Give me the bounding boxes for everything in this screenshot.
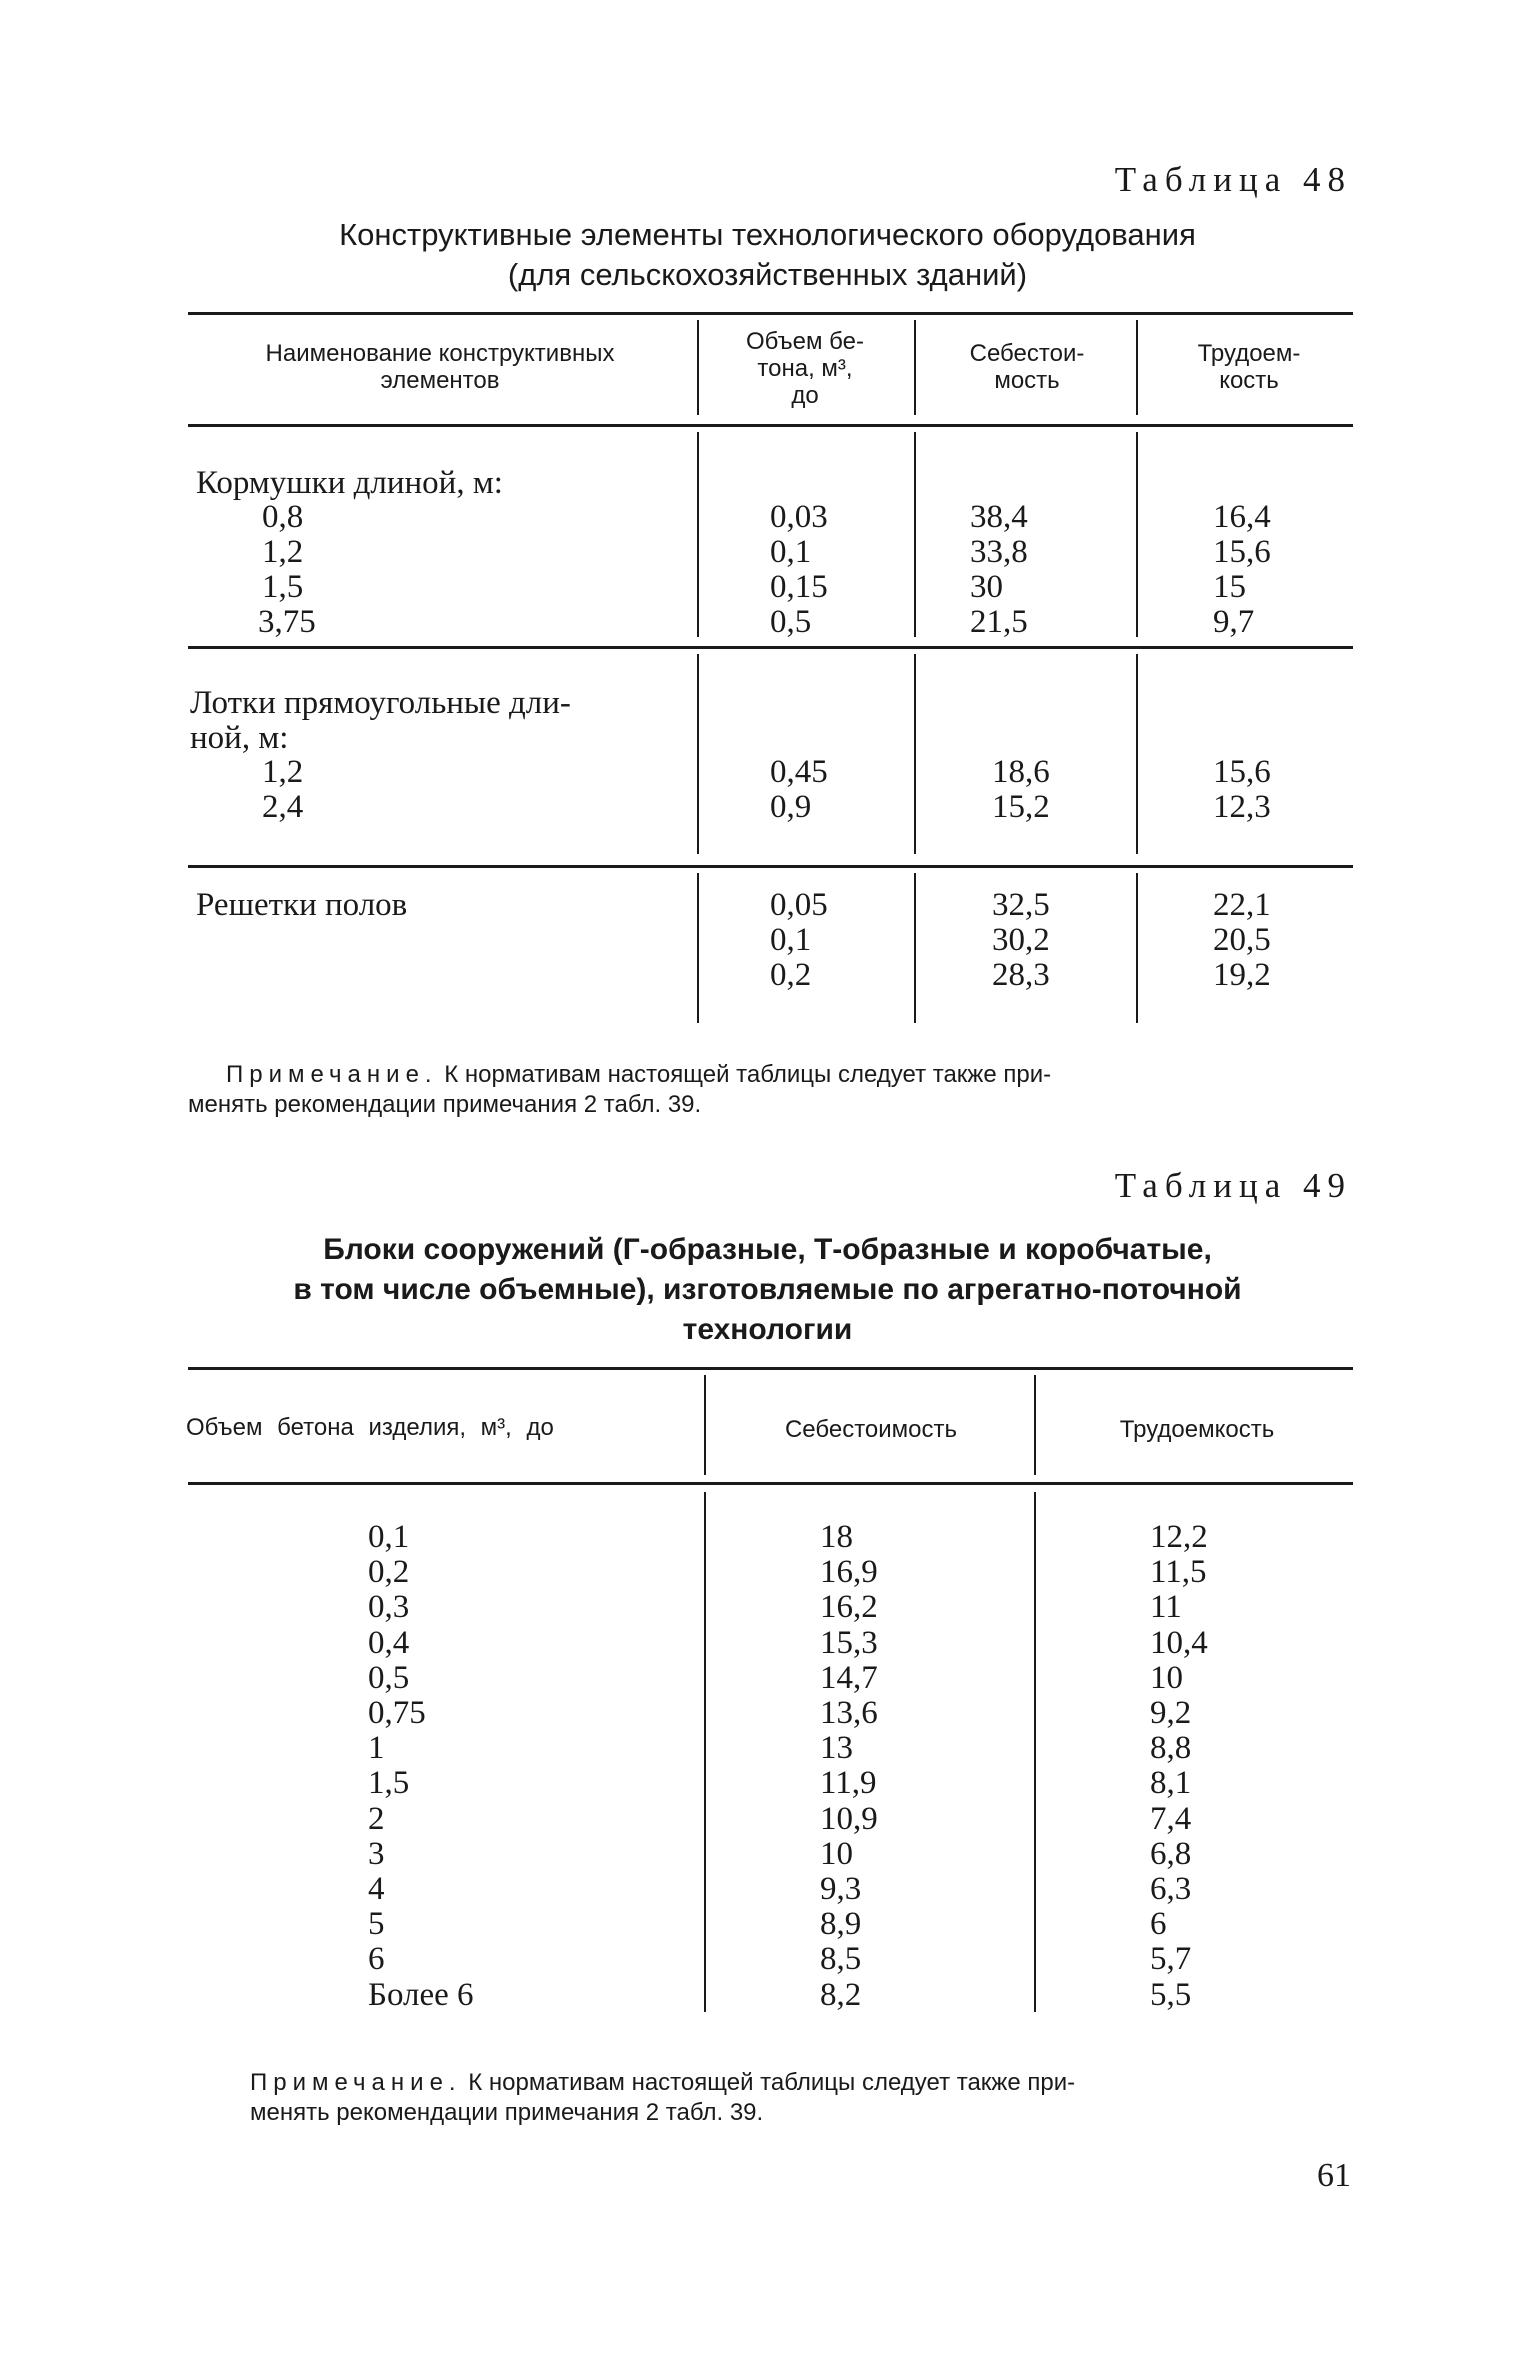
table49-note: [250, 2068, 1354, 2098]
table48-row-labor: 15,6: [1213, 534, 1271, 570]
table48-row-name: 3,75: [258, 604, 316, 640]
table48-row-name: 1,2: [262, 534, 304, 570]
table49-row-labor: 12,2: [1150, 1519, 1208, 1555]
table49-header-cost: Себестоимость: [784, 1416, 958, 1443]
header-text: тона, м³,: [757, 355, 853, 382]
table49-header-rule: [188, 1482, 1353, 1485]
table48-vrule: [914, 654, 916, 854]
table49-row-volume: 3: [368, 1836, 385, 1872]
table48-group2-title-cont: ной, м:: [190, 720, 289, 756]
table48-row-cost: 18,6: [992, 754, 1050, 790]
table49-row-labor: 10,4: [1150, 1625, 1208, 1661]
table49-row-cost: 16,2: [820, 1589, 878, 1625]
table48-header-labor: [1144, 340, 1354, 394]
table49-row-labor: 10: [1150, 1660, 1183, 1696]
table49-header-labor: Трудоемкость: [1119, 1416, 1275, 1443]
table48-vrule: [697, 320, 699, 415]
table48-row-cost: 38,4: [970, 499, 1028, 535]
table48-row-name: 1,5: [262, 569, 304, 605]
table49-vrule: [1034, 1492, 1036, 2012]
table49-title-line2: в том числе объемные), изготовляемые по агрегатно-поточной: [293, 1273, 1242, 1306]
table48-row-labor: 12,3: [1213, 789, 1271, 825]
table48-row-cost: 30,2: [992, 922, 1050, 958]
table48-vrule: [1136, 873, 1138, 1023]
table49-top-rule: [188, 1367, 1353, 1370]
table49-row-cost: 14,7: [820, 1660, 878, 1696]
table48-row-volume: 0,03: [770, 499, 828, 535]
table48-top-rule: [188, 312, 1353, 315]
table49-row-volume: Более 6: [368, 1977, 474, 2013]
header-text: мость: [994, 367, 1060, 394]
table48-row-cost: 28,3: [992, 957, 1050, 993]
table48-group2-title: Лотки прямоугольные дли-: [190, 685, 571, 721]
header-text: кость: [1219, 367, 1279, 394]
table49-row-volume: 4: [368, 1871, 385, 1907]
table48-vrule: [1136, 654, 1138, 854]
note-text: К нормативам настоящей таблицы следует также при-: [461, 2069, 1076, 2096]
table48-vrule: [1136, 320, 1138, 415]
table49-row-cost: 9,3: [820, 1871, 862, 1907]
table48-row-volume: 0,1: [770, 534, 812, 570]
table48-note: [226, 1060, 1354, 1090]
table49-header-volume: Объем бетона изделия, м³, до: [186, 1414, 554, 1441]
table49-row-labor: 5,5: [1150, 1977, 1192, 2013]
table48-row-cost: 21,5: [970, 604, 1028, 640]
table48-group1-title: Кормушки длиной, м:: [196, 465, 503, 501]
table48-vrule: [914, 873, 916, 1023]
table49-row-cost: 13,6: [820, 1695, 878, 1731]
table48-vrule: [697, 432, 699, 637]
table48-header-name: [200, 340, 680, 394]
table49-row-volume: 0,5: [368, 1660, 410, 1696]
table49-row-volume: 5: [368, 1906, 385, 1942]
table48-row-labor: 22,1: [1213, 887, 1271, 923]
table48-row-volume: 0,15: [770, 569, 828, 605]
table48-note-cont: менять рекомендации примечания 2 табл. 39.: [188, 1091, 702, 1118]
table48-vrule: [1136, 432, 1138, 637]
table48-row-volume: 0,1: [770, 922, 812, 958]
table48-title: [180, 215, 1355, 295]
page-number: 61: [1317, 2157, 1351, 2194]
table49-row-cost: 8,5: [820, 1941, 862, 1977]
table49-row-labor: 8,1: [1150, 1765, 1192, 1801]
table48-row-cost: 30: [970, 569, 1003, 605]
table48-row-volume: 0,9: [770, 789, 812, 825]
note-label: Примечание.: [250, 2069, 462, 2096]
table48-title-line2: (для сельскохозяйственных зданий): [507, 257, 1028, 292]
table48-row-volume: 0,45: [770, 754, 828, 790]
table48-row-cost: 15,2: [992, 789, 1050, 825]
table49-row-labor: 11: [1150, 1589, 1182, 1625]
table49-row-cost: 13: [820, 1730, 853, 1766]
table48-row-cost: 33,8: [970, 534, 1028, 570]
table48-vrule: [697, 873, 699, 1023]
table49-row-volume: 0,4: [368, 1625, 410, 1661]
table48-row-labor: 9,7: [1213, 604, 1255, 640]
table48-row-name: 0,8: [262, 499, 304, 535]
header-text: элементов: [380, 367, 500, 394]
table49-row-volume: 0,2: [368, 1554, 410, 1590]
table49-row-labor: 6,8: [1150, 1836, 1192, 1872]
table49-vrule: [1034, 1375, 1036, 1475]
table49-row-labor: 6: [1150, 1906, 1167, 1942]
table49-row-cost: 18: [820, 1519, 853, 1555]
table49-row-cost: 11,9: [820, 1765, 877, 1801]
table49-row-cost: 10,9: [820, 1801, 878, 1837]
table48-row-labor: 15,6: [1213, 754, 1271, 790]
table48-row-name: 1,2: [262, 754, 304, 790]
table49-label: Таблица 49: [1114, 1166, 1352, 1205]
table48-title-line1: Конструктивные элементы технологического оборудования: [339, 217, 1196, 252]
table48-vrule: [914, 432, 916, 637]
header-text: до: [791, 382, 819, 409]
table49-row-volume: 1,5: [368, 1765, 410, 1801]
table49-row-labor: 8,8: [1150, 1730, 1192, 1766]
table48-row-name: 2,4: [262, 789, 304, 825]
table49-row-cost: 16,9: [820, 1554, 878, 1590]
table49-title-line3: технологии: [682, 1313, 853, 1346]
table49-row-volume: 0,3: [368, 1589, 410, 1625]
table48-header-rule: [188, 424, 1353, 427]
table48-vrule: [914, 320, 916, 415]
table49-title: [180, 1230, 1355, 1350]
table49-row-cost: 8,2: [820, 1977, 862, 2013]
table49-row-labor: 7,4: [1150, 1801, 1192, 1837]
table49-row-labor: 6,3: [1150, 1871, 1192, 1907]
table49-row-volume: 0,75: [368, 1695, 426, 1731]
header-text: Себестои-: [969, 340, 1085, 367]
note-label: Примечание.: [226, 1061, 438, 1088]
header-text: Объем бе-: [746, 328, 864, 355]
table49-vrule: [704, 1492, 706, 2012]
table48-group2-rule: [188, 865, 1353, 868]
table48-row-labor: 19,2: [1213, 957, 1271, 993]
table48-header-cost: [922, 340, 1132, 394]
table49-row-labor: 9,2: [1150, 1695, 1192, 1731]
table49-row-volume: 0,1: [368, 1519, 410, 1555]
table48-row-labor: 16,4: [1213, 499, 1271, 535]
table49-row-volume: 2: [368, 1801, 385, 1837]
table49-row-labor: 5,7: [1150, 1941, 1192, 1977]
table48-group3-title: Решетки полов: [196, 887, 408, 923]
header-text: Трудоем-: [1197, 340, 1301, 367]
table49-row-cost: 15,3: [820, 1625, 878, 1661]
table48-label: Таблица 48: [1114, 160, 1352, 199]
table48-row-volume: 0,05: [770, 887, 828, 923]
table49-row-labor: 11,5: [1150, 1554, 1207, 1590]
table48-row-volume: 0,2: [770, 957, 812, 993]
header-text: Наименование конструктивных: [265, 340, 615, 367]
table48-header-volume: [705, 328, 905, 409]
table48-row-labor: 20,5: [1213, 922, 1271, 958]
table48-row-labor: 15: [1213, 569, 1246, 605]
table49-row-volume: 1: [368, 1730, 385, 1766]
table49-row-volume: 6: [368, 1941, 385, 1977]
table48-vrule: [697, 654, 699, 854]
table48-row-cost: 32,5: [992, 887, 1050, 923]
table48-row-volume: 0,5: [770, 604, 812, 640]
table49-row-cost: 8,9: [820, 1906, 862, 1942]
note-text: К нормативам настоящей таблицы следует также при-: [437, 1061, 1052, 1088]
table49-row-cost: 10: [820, 1836, 853, 1872]
table49-note-cont: менять рекомендации примечания 2 табл. 39.: [250, 2099, 764, 2126]
table49-title-line1: Блоки сооружений (Г-образные, Т-образные и коробчатые,: [323, 1233, 1212, 1266]
table48-group1-rule: [188, 646, 1353, 649]
